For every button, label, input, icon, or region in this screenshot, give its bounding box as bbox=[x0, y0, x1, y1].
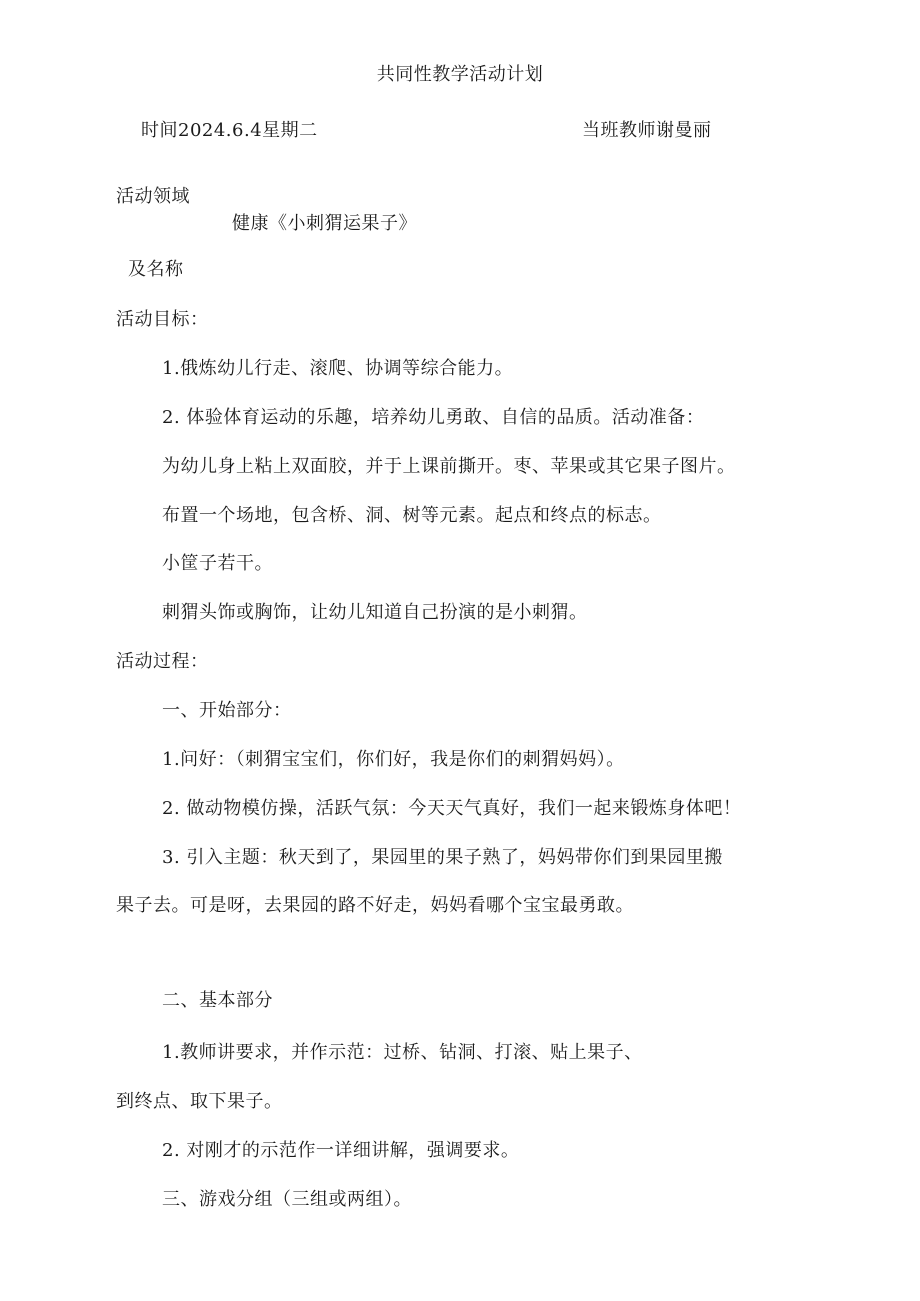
preparation-item-3: 小筐子若干。 bbox=[162, 553, 273, 574]
activity-name: 健康《小刺猬运果子》 bbox=[232, 213, 417, 234]
part1-item-2: 2. 做动物模仿操，活跃气氛：今天天气真好，我们一起来锻炼身体吧！ bbox=[162, 798, 742, 819]
activity-time: 时间2024.6.4星期二 bbox=[141, 120, 318, 141]
domain-label-line2: 及名称 bbox=[128, 259, 184, 280]
preparation-item-1: 为幼儿身上粘上双面胶，并于上课前撕开。枣、苹果或其它果子图片。 bbox=[162, 456, 736, 477]
teacher-on-duty: 当班教师谢曼丽 bbox=[582, 120, 712, 141]
part1-item-3-cont: 果子去。可是呀，去果园的路不好走，妈妈看哪个宝宝最勇敢。 bbox=[116, 895, 634, 916]
part2-item-1: 1.教师讲要求，并作示范：过桥、钻洞、打滚、贴上果子、 bbox=[162, 1042, 643, 1063]
part2-item-1-cont: 到终点、取下果子。 bbox=[116, 1091, 283, 1112]
process-heading: 活动过程： bbox=[116, 651, 209, 672]
preparation-item-4: 刺猬头饰或胸饰，让幼儿知道自己扮演的是小刺猬。 bbox=[162, 602, 588, 623]
part1-item-1: 1.问好：（刺猬宝宝们，你们好，我是你们的刺猬妈妈）。 bbox=[162, 749, 625, 770]
part1-heading: 一、开始部分： bbox=[162, 700, 292, 721]
goals-heading: 活动目标： bbox=[116, 309, 209, 330]
part2-heading: 二、基本部分 bbox=[162, 990, 273, 1011]
preparation-item-2: 布置一个场地，包含桥、洞、树等元素。起点和终点的标志。 bbox=[162, 505, 662, 526]
document-title: 共同性教学活动计划 bbox=[376, 64, 544, 85]
goal-item-1: 1.俄炼幼儿行走、滚爬、协调等综合能力。 bbox=[162, 358, 514, 379]
domain-label-line1: 活动领域 bbox=[116, 186, 190, 207]
goal-item-2: 2. 体验体育运动的乐趣，培养幼儿勇敢、自信的品质。活动准备： bbox=[162, 407, 705, 428]
part2-item-2: 2. 对刚才的示范作一详细讲解，强调要求。 bbox=[162, 1140, 520, 1161]
part3-heading: 三、游戏分组（三组或两组）。 bbox=[162, 1189, 412, 1210]
part1-item-3: 3. 引入主题：秋天到了，果园里的果子熟了，妈妈带你们到果园里搬 bbox=[162, 847, 723, 868]
